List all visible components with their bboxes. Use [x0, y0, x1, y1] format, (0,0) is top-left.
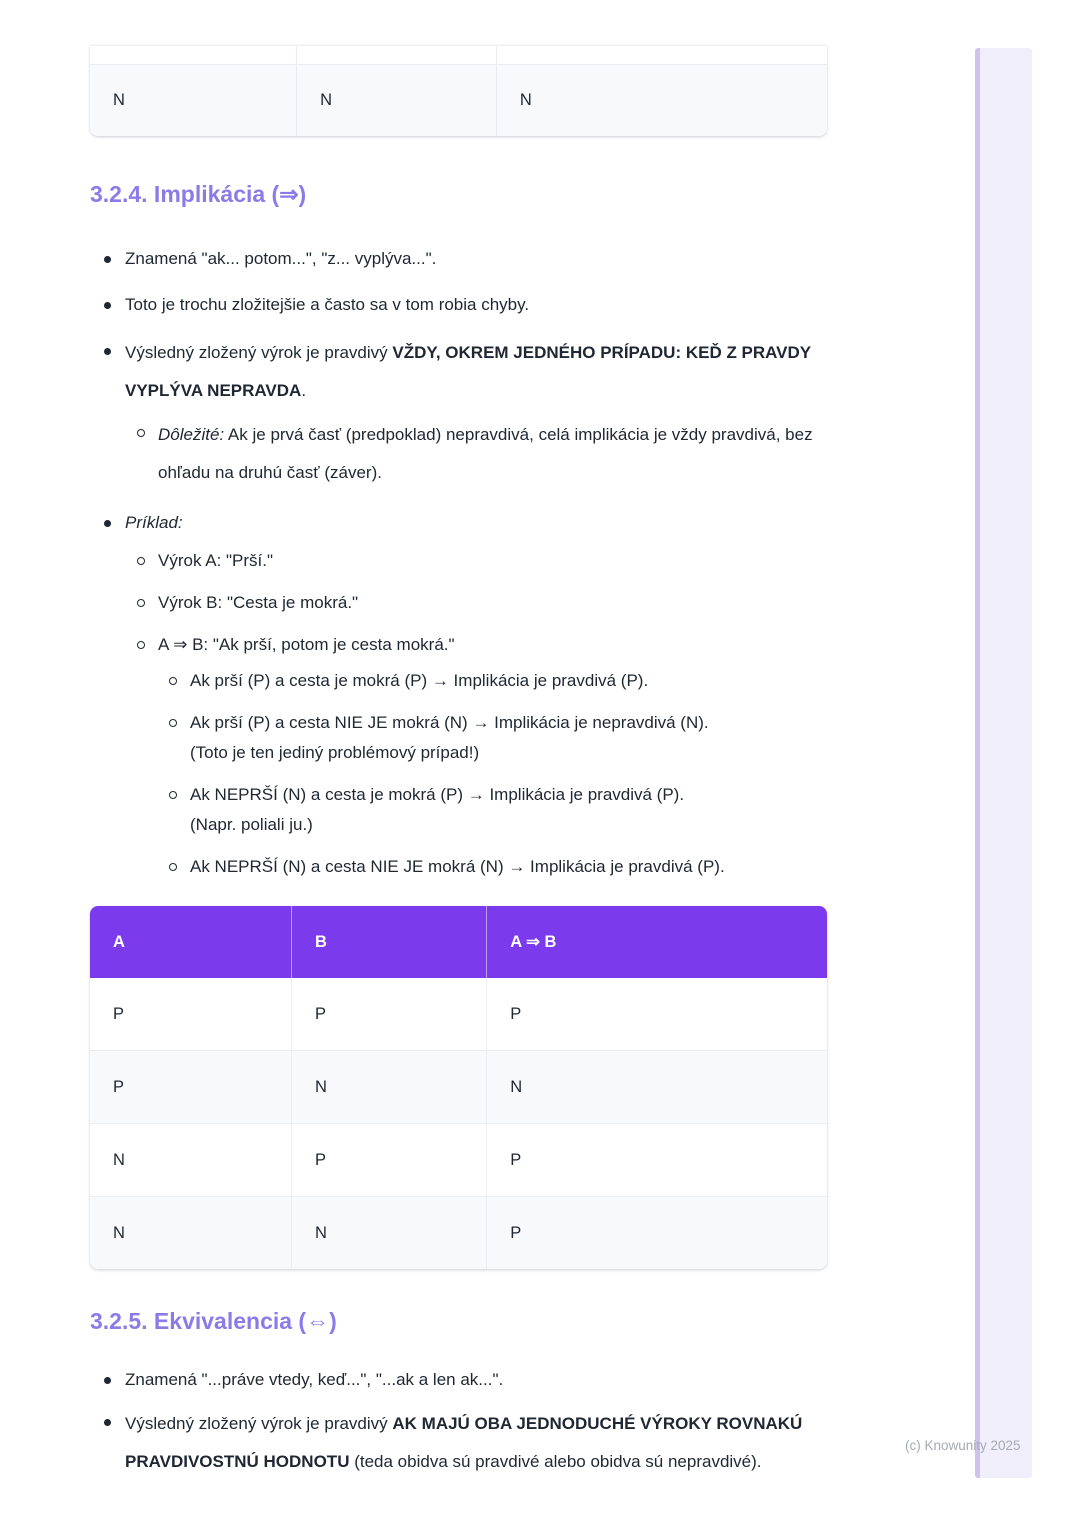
emphasis-text: VŽDY, OKREM JEDNÉHO PRÍPADU: KEĎ Z PRAVDY VYPLÝVA NEPRAVDA: [125, 343, 811, 400]
table-cell: N: [292, 1051, 487, 1123]
list-item: [90, 852, 827, 882]
bullet-circle-icon: [169, 780, 190, 840]
table-cell: P: [510, 1150, 522, 1169]
italic-label: Dôležité:: [158, 425, 225, 444]
table-cell: P: [90, 1051, 292, 1123]
list-item-text: Výsledný zložený výrok je pravdivý AK MAJÚ OBA JEDNODUCHÉ VÝROKY ROVNAKÚ PRAVDIVOSTNÚ HODNOTU (teda obidva sú pravdivé alebo obidva sú nepravdivé).: [125, 1414, 803, 1471]
list-item: [90, 666, 827, 696]
table-header-cell: A ⇒ B: [510, 933, 557, 951]
table-cell: N: [90, 65, 297, 136]
table-cell: P: [292, 1124, 487, 1196]
list-item-text: Výrok B: "Cesta je mokrá.": [158, 593, 359, 612]
list-item-text: Ak NEPRŠÍ (N) a cesta je mokrá (P) → Implikácia je pravdivá (P). (Napr. poliali ju.): [190, 785, 685, 834]
table-cell: N: [292, 1197, 487, 1269]
list-item: [90, 586, 827, 620]
implication-truth-table: [90, 906, 827, 1269]
table-row: [90, 46, 827, 64]
bullet-circle-icon: [137, 544, 158, 578]
table-row: [90, 64, 827, 136]
list-item: [90, 1363, 827, 1397]
list-item: [90, 288, 827, 322]
bullet-circle-icon: [169, 708, 190, 768]
bullet-circle-icon: [137, 628, 158, 662]
table-cell: N: [510, 1077, 523, 1096]
bullet-circle-icon: [137, 586, 158, 620]
table-cell: P: [292, 978, 487, 1050]
table-header-row: [90, 906, 827, 978]
section-heading-ekvivalencia: 3.2.5. Ekvivalencia (⇔): [90, 1308, 337, 1334]
list-item-text: Výsledný zložený výrok je pravdivý VŽDY, OKREM JEDNÉHO PRÍPADU: KEĎ Z PRAVDY VYPLÝVA NEPRAVDA.: [125, 343, 811, 400]
list-item-text: Znamená "ak... potom...", "z... vyplýva...".: [125, 249, 437, 268]
table-row: [90, 1196, 827, 1269]
previous-truth-table-partial: [90, 45, 827, 136]
bullet-circle-icon: [137, 416, 158, 492]
watermark: (c) Knowunity 2025: [905, 1438, 1021, 1453]
section-heading-implikacia: 3.2.4. Implikácia (⇒): [90, 181, 307, 207]
list-item-text: Znamená "...práve vtedy, keď...", "...ak a len ak...".: [125, 1370, 504, 1389]
list-item: [90, 544, 827, 578]
list-item-text: Ak prší (P) a cesta je mokrá (P) → Implikácia je pravdivá (P).: [190, 671, 649, 690]
table-row: [90, 1123, 827, 1196]
bullet-dot-icon: [104, 1363, 125, 1397]
list-item: [90, 708, 827, 768]
document-content: [90, 0, 827, 1481]
list-item: [90, 780, 827, 840]
list-item: [90, 416, 827, 492]
bullet-dot-icon: [104, 506, 125, 540]
table-cell: N: [519, 91, 532, 109]
list-item-text: Ak NEPRŠÍ (N) a cesta NIE JE mokrá (N) → Implikácia je pravdivá (P).: [190, 857, 725, 876]
list-item: [90, 506, 827, 540]
table-row: [90, 1050, 827, 1123]
bullet-dot-icon: [104, 1405, 125, 1481]
table-cell: P: [510, 1223, 522, 1242]
list-item-text: Výrok A: "Prší.": [158, 551, 274, 570]
bullet-circle-icon: [169, 666, 190, 696]
list-item: [90, 334, 827, 410]
table-cell: P: [90, 978, 292, 1050]
table-header-cell: A: [90, 906, 292, 978]
side-scroll-track[interactable]: [975, 48, 1032, 1478]
ekvivalencia-list: [90, 1363, 827, 1481]
emphasis-text: AK MAJÚ OBA JEDNODUCHÉ VÝROKY ROVNAKÚ PRAVDIVOSTNÚ HODNOTU: [125, 1414, 803, 1471]
table-cell: N: [90, 1197, 292, 1269]
bullet-circle-icon: [169, 852, 190, 882]
table-cell: [497, 46, 827, 64]
list-item-text: Príklad:: [125, 513, 183, 532]
list-item-text: Toto je trochu zložitejšie a často sa v tom robia chyby.: [125, 295, 530, 314]
bullet-dot-icon: [104, 334, 125, 410]
list-item: [90, 1405, 827, 1481]
table-cell: [90, 46, 297, 64]
table-cell: N: [297, 65, 497, 136]
table-cell: N: [90, 1124, 292, 1196]
implikacia-list: [90, 242, 827, 882]
table-header-cell: B: [292, 906, 487, 978]
list-item: [90, 628, 827, 662]
list-item-text: Ak prší (P) a cesta NIE JE mokrá (N) → Implikácia je nepravdivá (N). (Toto je ten jediný problémový prípad!): [190, 713, 709, 762]
list-item: [90, 242, 827, 276]
bullet-dot-icon: [104, 288, 125, 322]
table-row: [90, 978, 827, 1050]
table-cell: [297, 46, 497, 64]
table-cell: P: [510, 1004, 522, 1023]
list-item-text: A ⇒ B: "Ak prší, potom je cesta mokrá.": [158, 635, 455, 654]
list-item-text: Dôležité: Ak je prvá časť (predpoklad) nepravdivá, celá implikácia je vždy pravdivá, bez ohľadu na druhú časť (záver).: [158, 425, 813, 482]
bullet-dot-icon: [104, 242, 125, 276]
